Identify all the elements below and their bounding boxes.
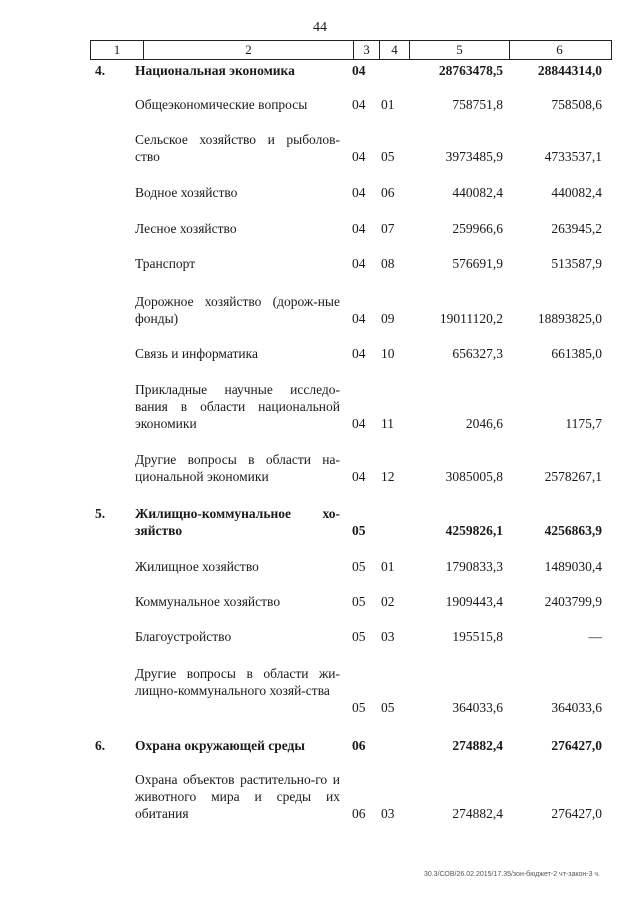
row-value-col5: 28763478,5 (438, 63, 503, 78)
row-value-col5: 259966,6 (452, 221, 503, 236)
row-title: Связь и информатика (135, 346, 258, 361)
row-value-col6: 276427,0 (551, 738, 602, 753)
row-value-col6: 276427,0 (551, 806, 602, 821)
row-section-code: 04 (352, 256, 366, 271)
row-title: Благоустройство (135, 629, 232, 644)
row-section-code: 05 (352, 700, 366, 715)
header-col-3: 3 (353, 41, 379, 59)
row-number: 6. (95, 738, 106, 753)
header-col-6: 6 (509, 41, 609, 59)
row-value-col5: 1790833,3 (445, 559, 503, 574)
row-title: Лесное хозяйство (135, 221, 237, 236)
row-subsection-code: 07 (381, 221, 395, 236)
row-value-col6: 440082,4 (551, 185, 602, 200)
row-title: Жилищное хозяйство (135, 559, 259, 574)
row-title: Жилищно-коммунальное хо-зяйство (135, 506, 340, 538)
row-section-code: 04 (352, 185, 366, 200)
row-title: Другие вопросы в области жи-лищно-коммунального хозяй-ства (135, 666, 340, 698)
row-value-col5: 3085005,8 (445, 469, 503, 484)
row-subsection-code: 08 (381, 256, 395, 271)
row-title: Национальная экономика (135, 63, 295, 78)
row-value-col6: 2403799,9 (544, 594, 602, 609)
row-subsection-code: 02 (381, 594, 395, 609)
row-subsection-code: 03 (381, 806, 395, 821)
row-value-col5: 3973485,9 (445, 149, 503, 164)
row-value-col6: 4256863,9 (544, 523, 602, 538)
row-value-col6: 513587,9 (551, 256, 602, 271)
row-value-col5: 364033,6 (452, 700, 503, 715)
row-value-col5: 758751,8 (452, 97, 503, 112)
header-col-4: 4 (379, 41, 409, 59)
row-subsection-code: 01 (381, 97, 395, 112)
row-value-col6: 263945,2 (551, 221, 602, 236)
row-section-code: 04 (352, 469, 366, 484)
row-value-col6: 2578267,1 (544, 469, 602, 484)
row-title: Дорожное хозяйство (дорож-ные фонды) (135, 294, 340, 326)
row-section-code: 04 (352, 416, 366, 431)
row-number: 4. (95, 63, 106, 78)
row-value-col5: 576691,9 (452, 256, 503, 271)
row-section-code: 04 (352, 346, 366, 361)
row-value-col6: 1175,7 (565, 416, 602, 431)
footer-note: 30.3/СОВ/26.02.2015/17.35/зон-бюджет-2 чт-закон-3 ч. (423, 871, 600, 878)
row-title: Общеэкономические вопросы (135, 97, 308, 112)
row-value-col6: 661385,0 (551, 346, 602, 361)
row-subsection-code: 05 (381, 700, 395, 715)
row-subsection-code: 10 (381, 346, 395, 361)
row-subsection-code: 05 (381, 149, 395, 164)
row-title: Водное хозяйство (135, 185, 238, 200)
row-section-code: 05 (352, 594, 366, 609)
row-value-col6: 18893825,0 (537, 311, 602, 326)
row-title: Коммунальное хозяйство (135, 594, 281, 609)
row-section-code: 05 (352, 523, 366, 538)
row-section-code: 06 (352, 806, 366, 821)
table-header (90, 40, 612, 60)
row-section-code: 05 (352, 559, 366, 574)
row-value-col6: 4733537,1 (544, 149, 602, 164)
row-title: Охрана окружающей среды (135, 738, 305, 753)
row-number: 5. (95, 506, 106, 521)
row-subsection-code: 12 (381, 469, 395, 484)
row-value-col5: 1909443,4 (445, 594, 503, 609)
row-title: Сельское хозяйство и рыболов-ство (135, 132, 340, 164)
row-subsection-code: 03 (381, 629, 395, 644)
header-col-1: 1 (113, 42, 121, 57)
row-value-col6: 1489030,4 (544, 559, 602, 574)
row-value-col5: 195515,8 (452, 629, 503, 644)
row-subsection-code: 01 (381, 559, 395, 574)
row-value-col6: 758508,6 (551, 97, 602, 112)
row-value-col5: 2046,6 (465, 416, 503, 431)
row-section-code: 04 (352, 311, 366, 326)
row-section-code: 05 (352, 629, 366, 644)
row-title: Прикладные научные исследо-вания в области национальной экономики (135, 382, 340, 431)
row-value-col5: 4259826,1 (445, 523, 503, 538)
row-value-col5: 274882,4 (452, 738, 503, 753)
row-subsection-code: 09 (381, 311, 395, 326)
row-value-col6: — (588, 629, 602, 644)
row-value-col6: 28844314,0 (537, 63, 602, 78)
row-subsection-code: 06 (381, 185, 395, 200)
row-section-code: 04 (352, 221, 366, 236)
row-value-col5: 656327,3 (452, 346, 503, 361)
header-col-2: 2 (143, 41, 353, 59)
row-value-col5: 440082,4 (452, 185, 503, 200)
row-section-code: 04 (352, 97, 366, 112)
header-col-5: 5 (409, 41, 509, 59)
row-section-code: 04 (352, 63, 366, 78)
row-title: Другие вопросы в области на-циональной экономики (135, 452, 340, 484)
row-value-col5: 274882,4 (452, 806, 503, 821)
row-subsection-code: 11 (381, 416, 394, 431)
row-section-code: 06 (352, 738, 366, 753)
row-title: Охрана объектов растительно-го и животного мира и среды их обитания (135, 772, 340, 821)
row-value-col5: 19011120,2 (439, 311, 503, 326)
row-value-col6: 364033,6 (551, 700, 602, 715)
row-section-code: 04 (352, 149, 366, 164)
page-number: 44 (313, 20, 327, 35)
row-title: Транспорт (135, 256, 196, 271)
